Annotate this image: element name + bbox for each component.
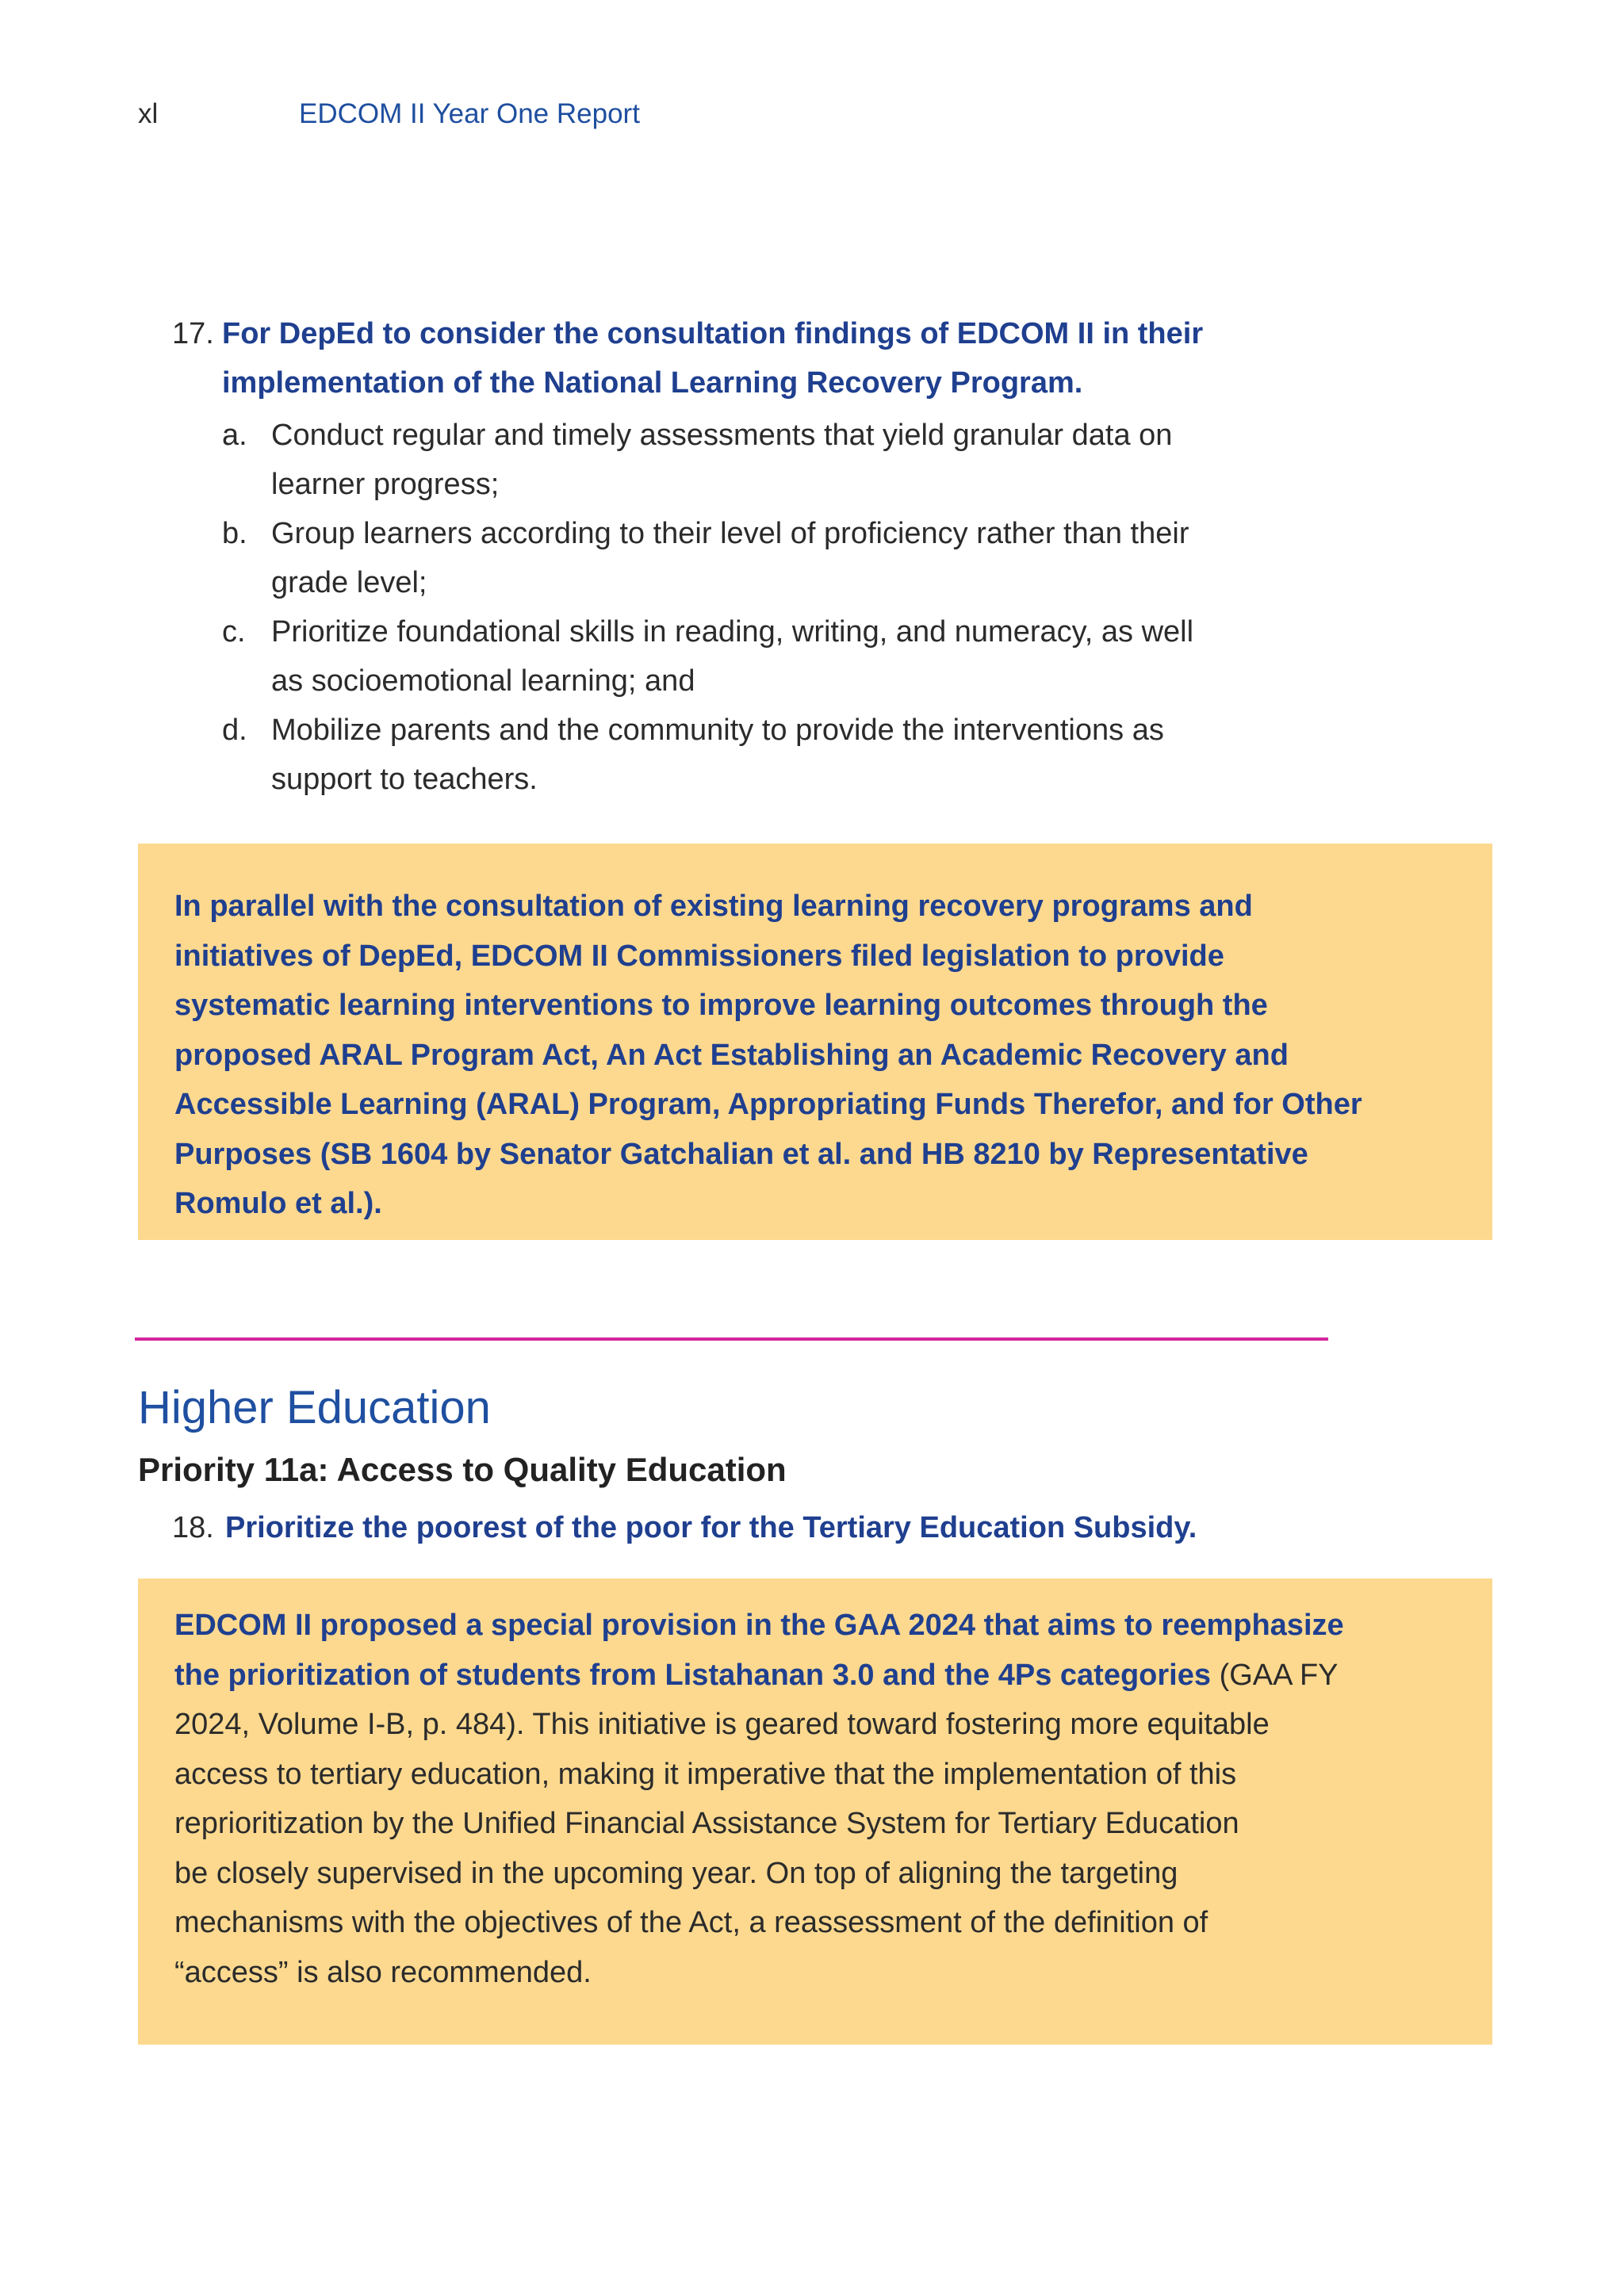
list-item — [222, 607, 1364, 706]
callout-line: proposed ARAL Program Act, An Act Establishing an Academic Recovery and — [174, 1038, 1289, 1072]
list-letter: c. — [222, 615, 246, 649]
running-header: EDCOM II Year One Report — [299, 98, 640, 129]
list-item-line: Group learners according to their level of proficiency rather than their — [271, 517, 1189, 550]
list-item — [222, 411, 1364, 509]
sub-recommendations-list — [222, 411, 1364, 804]
callout-line: systematic learning interventions to improve learning outcomes through the — [174, 989, 1268, 1022]
gaa-provision-callout — [138, 1578, 1492, 2045]
item-heading: Prioritize the poorest of the poor for the Tertiary Education Subsidy. — [225, 1511, 1197, 1544]
list-item-line: support to teachers. — [271, 763, 538, 796]
list-item-line: Prioritize foundational skills in reading, writing, and numeracy, as well — [271, 615, 1194, 649]
callout-line: Romulo et al.). — [174, 1187, 382, 1220]
callout-line: Purposes (SB 1604 by Senator Gatchalian et al. and HB 8210 by Representative — [174, 1137, 1308, 1171]
item-number: 18. — [172, 1511, 214, 1544]
callout-text — [174, 882, 1467, 1229]
callout-line: “access” is also recommended. — [174, 1955, 592, 1989]
list-item — [222, 509, 1364, 607]
list-item-line: Mobilize parents and the community to provide the interventions as — [271, 714, 1164, 747]
list-item — [222, 706, 1364, 804]
list-item-line: Conduct regular and timely assessments that yield granular data on — [271, 419, 1173, 452]
callout-line: Accessible Learning (ARAL) Program, Appropriating Funds Therefor, and for Other — [174, 1088, 1362, 1121]
callout-line: 2024, Volume I-B, p. 484). This initiative is geared toward fostering more equitable — [174, 1708, 1270, 1741]
callout-line: initiatives of DepEd, EDCOM II Commissioners filed legislation to provide — [174, 939, 1224, 973]
list-letter: d. — [222, 714, 247, 747]
callout-line: In parallel with the consultation of existing learning recovery programs and — [174, 890, 1253, 923]
callout-line: reprioritization by the Unified Financial Assistance System for Tertiary Education — [174, 1807, 1239, 1840]
callout-text — [174, 1601, 1467, 1997]
callout-lead: the prioritization of students from Listahanan 3.0 and the 4Ps categories — [174, 1658, 1212, 1692]
page-number: xl — [138, 98, 159, 129]
item-heading — [222, 309, 1362, 408]
list-item-line: grade level; — [271, 566, 427, 599]
aral-program-callout — [138, 844, 1492, 1240]
heading-line: For DepEd to consider the consultation findings of EDCOM II in their — [222, 317, 1204, 350]
citation-text: (GAA FY — [1211, 1658, 1339, 1692]
list-item-line: as socioemotional learning; and — [271, 664, 695, 698]
item-number: 17. — [172, 317, 214, 350]
callout-line: be closely supervised in the upcoming year. On top of aligning the targeting — [174, 1856, 1178, 1890]
list-letter: b. — [222, 517, 247, 550]
callout-line: access to tertiary education, making it imperative that the implementation of this — [174, 1757, 1237, 1791]
callout-line: mechanisms with the objectives of the Act, a reassessment of the definition of — [174, 1906, 1208, 1939]
heading-line: implementation of the National Learning Recovery Program. — [222, 366, 1083, 400]
callout-line — [174, 1651, 1467, 1701]
section-title: Higher Education — [138, 1382, 491, 1434]
callout-lead: EDCOM II proposed a special provision in the GAA 2024 that aims to reemphasize — [174, 1609, 1344, 1642]
list-letter: a. — [222, 419, 247, 452]
priority-heading: Priority 11a: Access to Quality Education — [138, 1451, 787, 1488]
callout-line — [174, 1601, 1467, 1651]
list-item-line: learner progress; — [271, 468, 500, 501]
section-divider — [135, 1337, 1328, 1341]
